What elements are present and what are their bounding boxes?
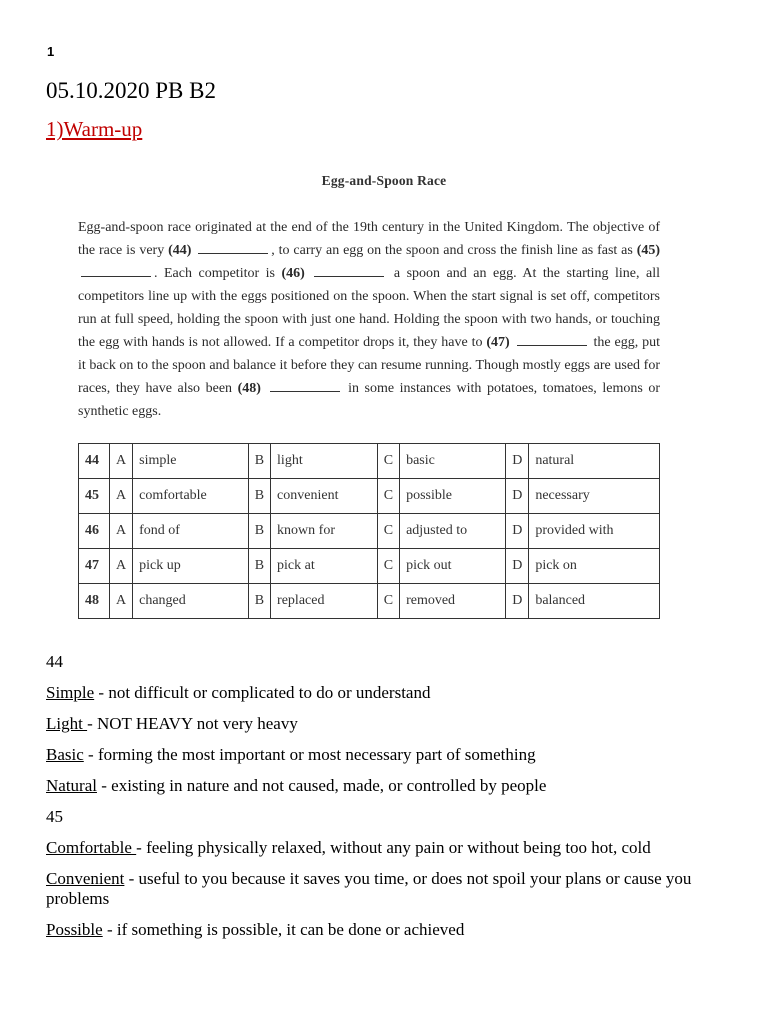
- option-b: known for: [271, 514, 378, 549]
- gap-blank-44: [198, 241, 268, 254]
- question-label-44: 44: [46, 652, 63, 671]
- definition-entry: [46, 838, 726, 858]
- option-d: necessary: [529, 479, 660, 514]
- question-number: 46: [79, 514, 110, 549]
- term-convenient: Convenient: [46, 869, 125, 888]
- option-letter-c: C: [377, 444, 399, 479]
- option-letter-d: D: [506, 584, 529, 619]
- definition-entry: [46, 776, 726, 796]
- gap-blank-48: [270, 379, 340, 392]
- option-letter-d: D: [506, 479, 529, 514]
- option-b: light: [271, 444, 378, 479]
- option-letter-b: B: [248, 549, 270, 584]
- option-letter-a: A: [110, 479, 133, 514]
- gap-blank-47: [517, 333, 587, 346]
- table-row: [79, 444, 660, 479]
- question-number: 47: [79, 549, 110, 584]
- question-number: 44: [79, 444, 110, 479]
- option-a: changed: [133, 584, 249, 619]
- definition-text: - useful to you because it saves you time, or does not spoil your plans or cause you problems: [46, 869, 692, 908]
- option-b: convenient: [271, 479, 378, 514]
- option-letter-b: B: [248, 444, 270, 479]
- option-letter-d: D: [506, 549, 529, 584]
- answer-options-table: [78, 443, 660, 619]
- option-letter-d: D: [506, 444, 529, 479]
- option-c: pick out: [400, 549, 506, 584]
- option-a: simple: [133, 444, 249, 479]
- definition-entry: [46, 745, 726, 765]
- option-letter-a: A: [110, 549, 133, 584]
- term-natural: Natural: [46, 776, 97, 795]
- option-d: balanced: [529, 584, 660, 619]
- option-c: adjusted to: [400, 514, 506, 549]
- option-d: natural: [529, 444, 660, 479]
- passage-segment: Egg-and-spoon race originated at the end of the 19th century in the United Kingdom. The objective of the race is very: [78, 220, 660, 258]
- passage-title: Egg-and-Spoon Race: [321, 173, 447, 188]
- option-letter-c: C: [377, 514, 399, 549]
- option-letter-b: B: [248, 479, 270, 514]
- table-row: [79, 514, 660, 549]
- option-a: pick up: [133, 549, 249, 584]
- page-number: 1: [47, 44, 55, 59]
- question-label-45: 45: [46, 807, 63, 826]
- option-c: basic: [400, 444, 506, 479]
- gap-number-44: (44): [168, 243, 192, 258]
- table-row: [79, 479, 660, 514]
- term-simple: Simple: [46, 683, 95, 702]
- term-light: Light: [46, 714, 88, 733]
- question-number: 45: [79, 479, 110, 514]
- gap-number-46: (46): [281, 266, 305, 281]
- document-title: 05.10.2020 PB B2: [46, 78, 216, 103]
- passage-segment: the egg, put it back on to the spoon and balance it before they can resume running. Though mostly eggs are used for races, they have also been: [78, 335, 660, 396]
- option-d: pick on: [529, 549, 660, 584]
- option-b: pick at: [271, 549, 378, 584]
- question-number: 48: [79, 584, 110, 619]
- section-heading: 1)Warm-up: [46, 117, 143, 141]
- option-letter-d: D: [506, 514, 529, 549]
- definition-text: - NOT HEAVY not very heavy: [87, 714, 298, 733]
- definition-entry: [46, 869, 726, 909]
- vocabulary-notes: [46, 652, 726, 951]
- option-letter-b: B: [248, 584, 270, 619]
- term-possible: Possible: [46, 920, 103, 939]
- option-d: provided with: [529, 514, 660, 549]
- option-letter-a: A: [110, 514, 133, 549]
- term-comfortable: Comfortable: [46, 838, 137, 857]
- definition-text: - if something is possible, it can be done or achieved: [102, 920, 465, 939]
- table-row: [79, 584, 660, 619]
- option-letter-b: B: [248, 514, 270, 549]
- gap-number-48: (48): [237, 381, 261, 396]
- term-basic: Basic: [46, 745, 84, 764]
- definition-text: - existing in nature and not caused, made, or controlled by people: [96, 776, 547, 795]
- definition-entry: [46, 920, 726, 940]
- gap-blank-45: [81, 264, 151, 277]
- gap-blank-46: [314, 264, 384, 277]
- passage-text: [78, 216, 660, 423]
- option-letter-c: C: [377, 584, 399, 619]
- option-b: replaced: [271, 584, 378, 619]
- option-letter-a: A: [110, 444, 133, 479]
- option-letter-c: C: [377, 479, 399, 514]
- definition-text: - forming the most important or most necessary part of something: [83, 745, 536, 764]
- definition-text: - feeling physically relaxed, without any pain or without being too hot, cold: [136, 838, 651, 857]
- option-letter-c: C: [377, 549, 399, 584]
- definition-text: - not difficult or complicated to do or understand: [94, 683, 431, 702]
- passage-segment: in some instances with potatoes, tomatoes, lemons or synthetic eggs.: [78, 381, 661, 419]
- passage-segment: , to carry an egg on the spoon and cross the finish line as fast as: [271, 243, 637, 258]
- definition-entry: [46, 714, 726, 734]
- definition-entry: [46, 683, 726, 703]
- option-c: removed: [400, 584, 506, 619]
- option-letter-a: A: [110, 584, 133, 619]
- gap-number-47: (47): [486, 335, 510, 350]
- table-row: [79, 549, 660, 584]
- option-a: fond of: [133, 514, 249, 549]
- passage-segment: a spoon and an egg. At the starting line, all competitors line up with the eggs positioned on the spoon. When the start signal is set off, competitors run at full speed, holding the spoon with just one hand. Holding the spoon with two hands, or touching the egg with hands is not allowed. If a competitor drops it, they have to: [78, 266, 661, 350]
- option-c: possible: [400, 479, 506, 514]
- passage-segment: . Each competitor is: [154, 266, 282, 281]
- option-a: comfortable: [133, 479, 249, 514]
- gap-number-45: (45): [636, 243, 661, 258]
